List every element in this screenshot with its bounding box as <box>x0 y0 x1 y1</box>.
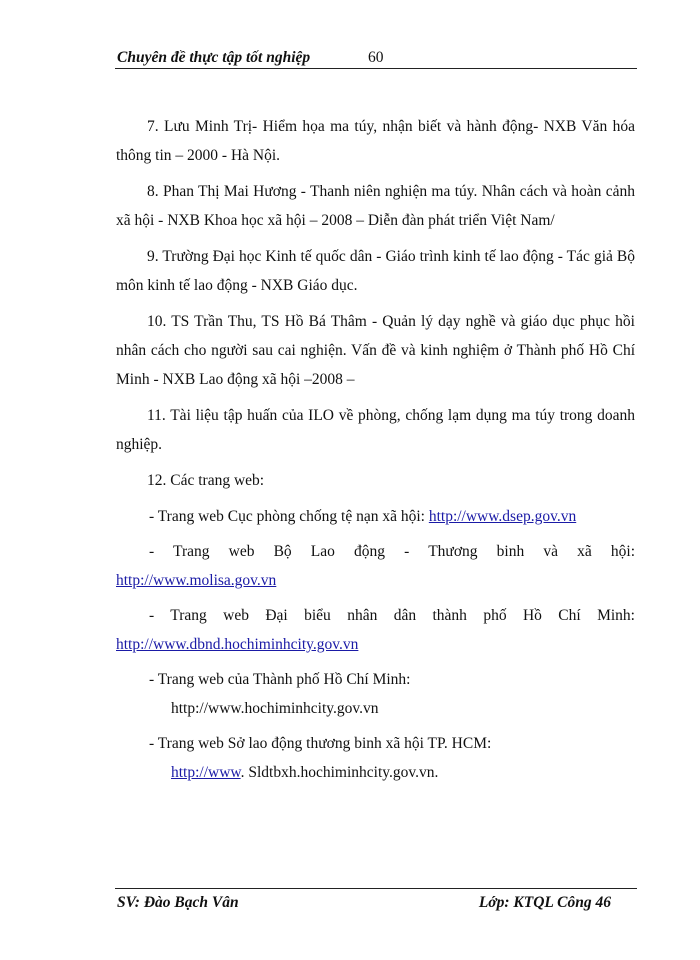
page-header <box>115 46 637 69</box>
website-item <box>116 502 635 531</box>
website-item: - Trang web Sở lao động thương binh xã hội TP. HCM: <box>149 735 492 752</box>
reference-item: 8. Phan Thị Mai Hương - Thanh niên nghiện ma túy. Nhân cách và hoàn cảnh xã hội - NXB Khoa học xã hội – 2008 – Diễn đàn phát triển Việt Nam/ <box>116 183 635 229</box>
website-link-line <box>116 630 635 659</box>
website-link[interactable]: http://www <box>171 764 241 781</box>
website-link-line <box>116 758 635 787</box>
reference-item: 10. TS Trần Thu, TS Hồ Bá Thâm - Quản lý dạy nghề và giáo dục phục hồi nhân cách cho người sau cai nghiện. Vấn đề và kinh nghiệm ở Thành phố Hồ Chí Minh - NXB Lao động xã hội –2008 – <box>116 313 635 388</box>
class-name: Lớp: KTQL Công 46 <box>478 894 611 911</box>
website-item: - Trang web của Thành phố Hồ Chí Minh: <box>149 671 411 688</box>
references-section <box>116 112 635 787</box>
website-item: - Trang web Bộ Lao động - Thương binh và xã hội: <box>149 543 635 560</box>
reference-item: 7. Lưu Minh Trị- Hiểm họa ma túy, nhận biết và hành động- NXB Văn hóa thông tin – 2000 - Hà Nội. <box>116 118 635 164</box>
website-label: - Trang web Cục phòng chống tệ nạn xã hội: <box>149 508 429 525</box>
website-url-text: http://www.hochiminhcity.gov.vn <box>171 700 379 717</box>
website-link[interactable]: http://www.molisa.gov.vn <box>116 572 277 589</box>
website-link-line <box>116 566 635 595</box>
reference-item: 9. Trường Đại học Kinh tế quốc dân - Giáo trình kinh tế lao động - Tác giả Bộ môn kinh tế lao động - NXB Giáo dục. <box>116 248 635 294</box>
website-link[interactable]: http://www.dsep.gov.vn <box>428 508 577 525</box>
page-number: 60 <box>368 49 384 66</box>
reference-item: 12. Các trang web: <box>147 472 265 489</box>
document-title: Chuyên đề thực tập tốt nghiệp <box>117 49 311 66</box>
website-item: - Trang web Đại biểu nhân dân thành phố Hồ Chí Minh: <box>149 607 635 624</box>
student-name: SV: Đào Bạch Vân <box>117 894 239 911</box>
reference-item: 11. Tài liệu tập huấn của ILO về phòng, chống lạm dụng ma túy trong doanh nghiệp. <box>116 407 635 453</box>
website-link[interactable]: http://www.dbnd.hochiminhcity.gov.vn <box>116 636 359 653</box>
website-url-suffix: . Sldtbxh.hochiminhcity.gov.vn. <box>240 764 439 781</box>
page-footer <box>115 888 637 921</box>
